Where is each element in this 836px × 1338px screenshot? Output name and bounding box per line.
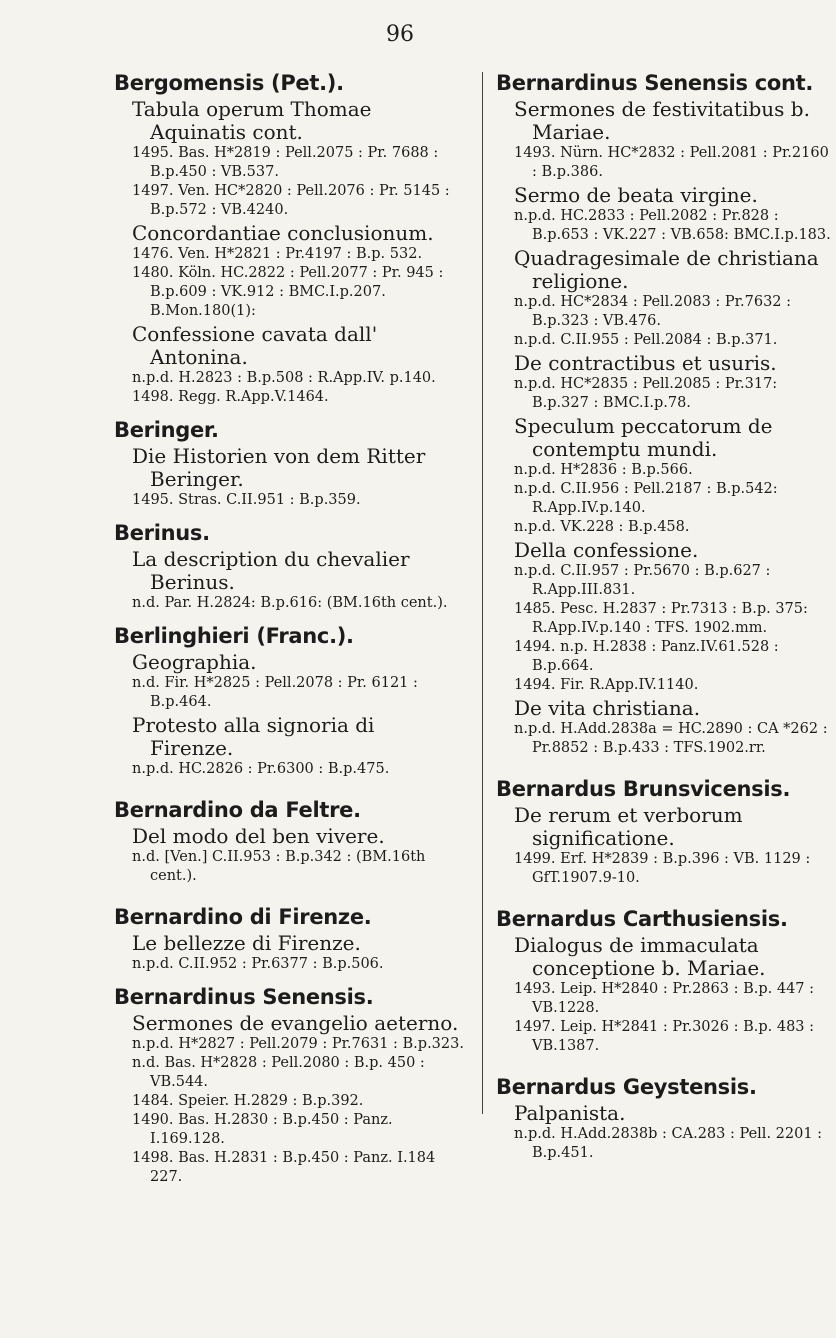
- work-title: Palpanista.: [514, 1101, 626, 1125]
- edition-line: n.d. [Ven.] C.II.953 : B.p.342 : (BM.16th cent.).: [132, 849, 426, 884]
- edition-line: 1480. Köln. HC.2822 : Pell.2077 : Pr. 945 : B.p.609 : VK.912 : BMC.I.p.207. B.Mon.180(1):: [132, 265, 444, 319]
- work-title: Della confessione.: [514, 538, 699, 562]
- author-heading: Bernardus Geystensis.: [496, 1075, 757, 1099]
- edition-line: 1485. Pesc. H.2837 : Pr.7313 : B.p. 375: R.App.IV.p.140 : TFS. 1902.mm.: [514, 601, 808, 636]
- work-title: Protesto alla signoria di Firenze.: [132, 713, 375, 760]
- work-title: Tabula operum Thomae Aquinatis cont.: [132, 97, 372, 144]
- catalog-entry: [114, 70, 464, 407]
- edition-line: 1498. Bas. H.2831 : B.p.450 : Panz. I.184 227.: [132, 1150, 436, 1185]
- edition-line: 1494. Fir. R.App.IV.1140.: [514, 677, 699, 693]
- author-heading: Bernardinus Senensis.: [114, 985, 374, 1009]
- work-title: Le bellezze di Firenze.: [132, 931, 361, 955]
- work-title: Confessione cavata dall' Antonina.: [132, 322, 378, 369]
- author-heading: Bernardus Carthusiensis.: [496, 907, 788, 931]
- page-number: 96: [386, 22, 414, 47]
- edition-line: n.p.d. VK.228 : B.p.458.: [514, 519, 690, 535]
- work-title: Dialogus de immaculata conceptione b. Mariae.: [514, 933, 766, 980]
- work-title: De vita christiana.: [514, 696, 701, 720]
- catalog-entry: [114, 623, 464, 779]
- edition-line: n.p.d. H*2827 : Pell.2079 : Pr.7631 : B.p.323.: [132, 1036, 464, 1052]
- work-title: Speculum peccatorum de contemptu mundi.: [514, 414, 773, 461]
- work-title: Sermones de festivitatibus b. Mariae.: [514, 97, 810, 144]
- catalog-entry: [496, 1074, 836, 1163]
- work-title: Del modo del ben vivere.: [132, 824, 385, 848]
- column-divider: [482, 72, 483, 1114]
- catalog-entry: [114, 904, 464, 974]
- edition-line: n.p.d. H.2823 : B.p.508 : R.App.IV. p.140.: [132, 370, 436, 386]
- work-title: Quadragesimale de christiana religione.: [514, 246, 819, 293]
- catalog-entry: [114, 417, 464, 510]
- edition-line: 1499. Erf. H*2839 : B.p.396 : VB. 1129 : GfT.1907.9-10.: [514, 851, 811, 886]
- catalog-entry: [114, 984, 464, 1187]
- edition-line: n.p.d. C.II.957 : Pr.5670 : B.p.627 : R.App.III.831.: [514, 563, 771, 598]
- edition-line: n.p.d. C.II.955 : Pell.2084 : B.p.371.: [514, 332, 778, 348]
- work-title: Concordantiae conclusionum.: [132, 221, 434, 245]
- author-heading: Bernardinus Senensis cont.: [496, 71, 814, 95]
- edition-line: 1484. Speier. H.2829 : B.p.392.: [132, 1093, 364, 1109]
- author-heading: Bernardus Brunsvicensis.: [496, 777, 791, 801]
- edition-line: 1494. n.p. H.2838 : Panz.IV.61.528 : B.p.664.: [514, 639, 779, 674]
- edition-line: n.d. Bas. H*2828 : Pell.2080 : B.p. 450 : VB.544.: [132, 1055, 425, 1090]
- edition-line: 1493. Nürn. HC*2832 : Pell.2081 : Pr.2160 : B.p.386.: [514, 145, 829, 180]
- edition-line: n.p.d. HC*2835 : Pell.2085 : Pr.317: B.p.327 : BMC.I.p.78.: [514, 376, 778, 411]
- author-heading: Beringer.: [114, 418, 219, 442]
- edition-line: n.p.d. HC.2833 : Pell.2082 : Pr.828 : B.p.653 : VK.227 : VB.658: BMC.I.p.183.: [514, 208, 831, 243]
- author-heading: Bernardino di Firenze.: [114, 905, 372, 929]
- edition-line: 1476. Ven. H*2821 : Pr.4197 : B.p. 532.: [132, 246, 423, 262]
- edition-line: n.p.d. HC.2826 : Pr.6300 : B.p.475.: [132, 761, 390, 777]
- work-title: La description du chevalier Berinus.: [132, 547, 410, 594]
- edition-line: n.d. Fir. H*2825 : Pell.2078 : Pr. 6121 : B.p.464.: [132, 675, 418, 710]
- edition-line: n.p.d. H.Add.2838a = HC.2890 : CA *262 : Pr.8852 : B.p.433 : TFS.1902.rr.: [514, 721, 828, 756]
- edition-line: 1497. Leip. H*2841 : Pr.3026 : B.p. 483 : VB.1387.: [514, 1019, 815, 1054]
- edition-line: 1495. Bas. H*2819 : Pell.2075 : Pr. 7688 : B.p.450 : VB.537.: [132, 145, 439, 180]
- edition-line: 1495. Stras. C.II.951 : B.p.359.: [132, 492, 361, 508]
- work-title: De contractibus et usuris.: [514, 351, 777, 375]
- left-column: [114, 70, 464, 1197]
- right-column: [486, 70, 836, 1173]
- catalog-entry: [114, 797, 464, 886]
- work-title: De rerum et verborum significatione.: [514, 803, 743, 850]
- edition-line: 1497. Ven. HC*2820 : Pell.2076 : Pr. 5145 : B.p.572 : VB.4240.: [132, 183, 450, 218]
- catalog-entry: [114, 520, 464, 613]
- catalog-entry: [496, 906, 836, 1056]
- edition-line: n.p.d. HC*2834 : Pell.2083 : Pr.7632 : B.p.323 : VB.476.: [514, 294, 792, 329]
- author-heading: Bergomensis (Pet.).: [114, 71, 344, 95]
- edition-line: n.d. Par. H.2824: B.p.616: (BM.16th cent.).: [132, 595, 448, 611]
- author-heading: Bernardino da Feltre.: [114, 798, 361, 822]
- work-title: Die Historien von dem Ritter Beringer.: [132, 444, 426, 491]
- edition-line: n.p.d. C.II.956 : Pell.2187 : B.p.542: R.App.IV.p.140.: [514, 481, 778, 516]
- edition-line: n.p.d. H*2836 : B.p.566.: [514, 462, 693, 478]
- work-title: Sermo de beata virgine.: [514, 183, 758, 207]
- edition-line: 1498. Regg. R.App.V.1464.: [132, 389, 329, 405]
- catalog-entry: [496, 70, 836, 758]
- edition-line: n.p.d. C.II.952 : Pr.6377 : B.p.506.: [132, 956, 384, 972]
- work-title: Sermones de evangelio aeterno.: [132, 1011, 459, 1035]
- author-heading: Berlinghieri (Franc.).: [114, 624, 354, 648]
- work-title: Geographia.: [132, 650, 257, 674]
- author-heading: Berinus.: [114, 521, 210, 545]
- edition-line: 1490. Bas. H.2830 : B.p.450 : Panz. I.169.128.: [132, 1112, 393, 1147]
- edition-line: n.p.d. H.Add.2838b : CA.283 : Pell. 2201 : B.p.451.: [514, 1126, 823, 1161]
- edition-line: 1493. Leip. H*2840 : Pr.2863 : B.p. 447 : VB.1228.: [514, 981, 815, 1016]
- catalog-entry: [496, 776, 836, 888]
